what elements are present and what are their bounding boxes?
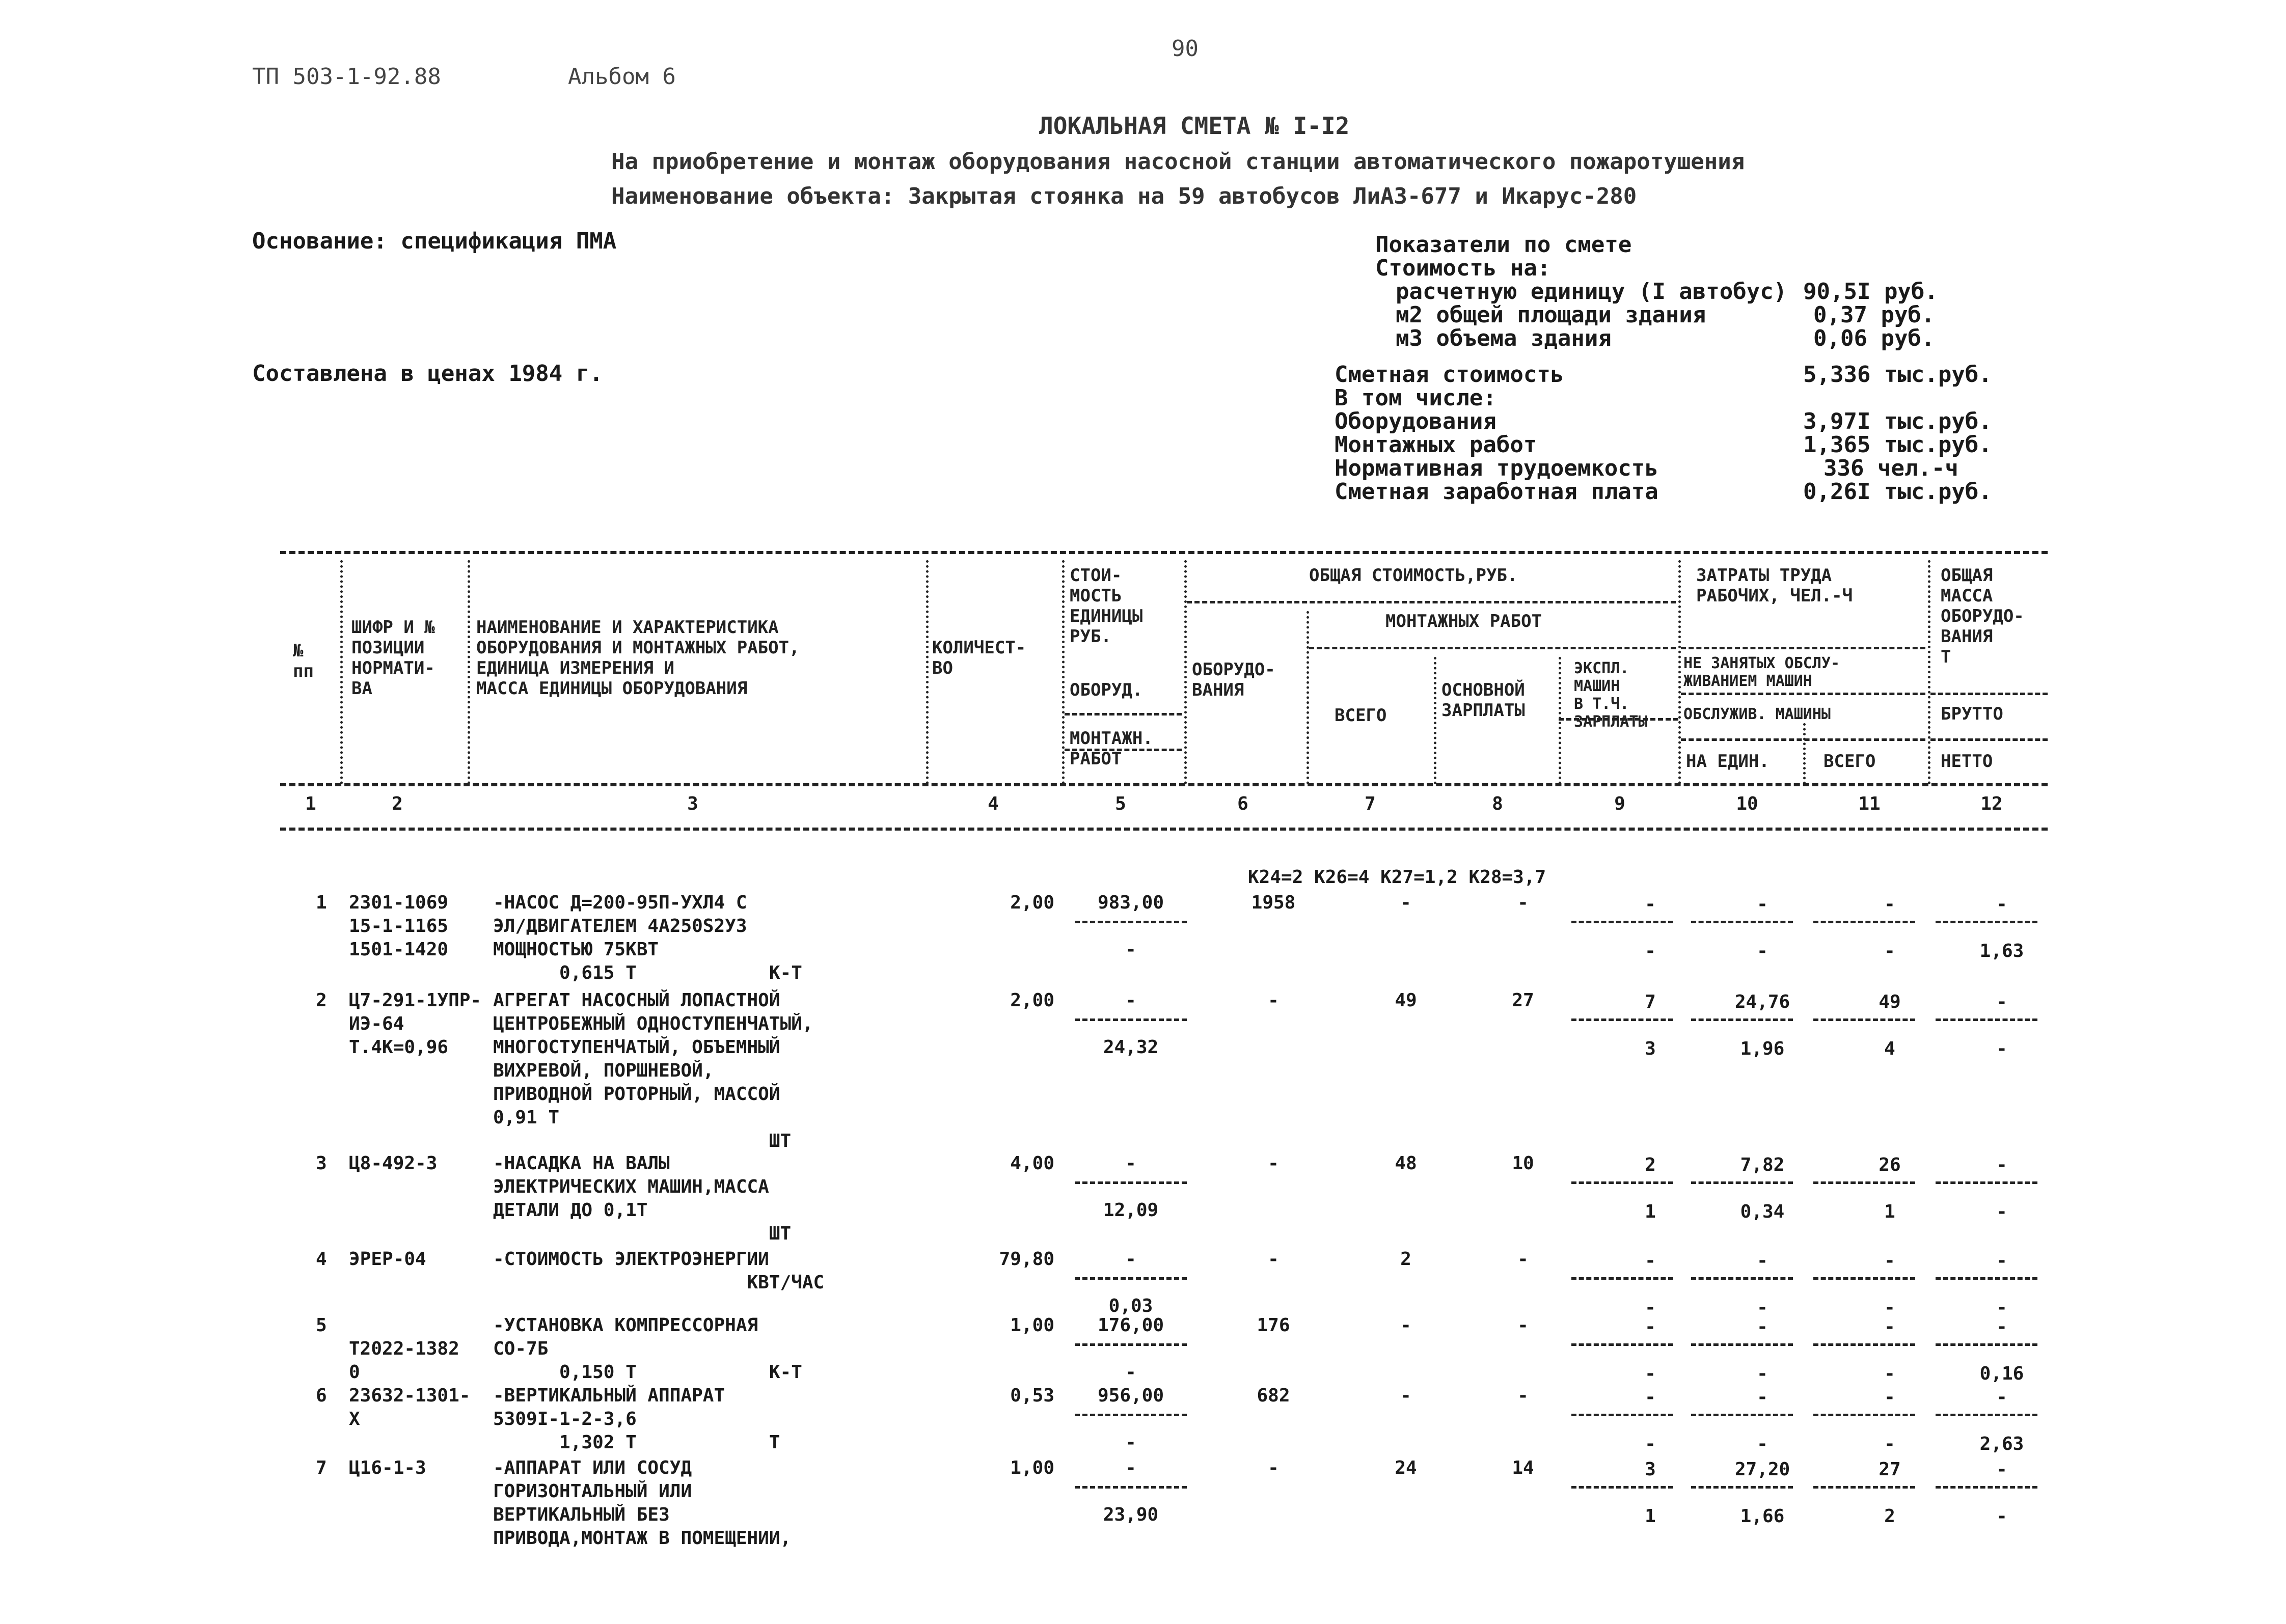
header-col-12c: НЕТТО: [1941, 751, 1993, 772]
cell-separator: [1571, 1486, 1673, 1489]
cell-c8: -: [1517, 892, 1529, 913]
cell-c6: 682: [1257, 1385, 1290, 1406]
cell-c8: 14: [1512, 1457, 1534, 1478]
compiled-text: Составлена в ценах 1984 г.: [252, 361, 603, 387]
cell-separator: [1571, 1277, 1673, 1280]
cell-separator: [1075, 1343, 1187, 1346]
cell-c9: - -: [1645, 1316, 1656, 1384]
header-subline: [1187, 601, 1676, 603]
cell-c9: 2 1: [1645, 1154, 1656, 1222]
cell-separator: [1075, 1019, 1187, 1021]
cell-code: Ц8-492-3: [349, 1153, 438, 1174]
cell-name: -АППАРАТ ИЛИ СОСУД ГОРИЗОНТАЛЬНЫЙ ИЛИ ВЕРТИКАЛЬНЫЙ БЕЗ ПРИВОДА,МОНТАЖ В ПОМЕЩЕНИИ,: [493, 1457, 792, 1549]
cell-name: -СТОИМОСТЬ ЭЛЕКТРОЭНЕРГИИ КВТ/ЧАС: [493, 1249, 825, 1293]
cell-c10: 24,76 1,96: [1734, 992, 1790, 1059]
header-col-5a: СТОИ- МОСТЬ ЕДИНИЦЫ РУБ.: [1070, 565, 1143, 647]
cell-separator: [1813, 1277, 1915, 1280]
page-number: 90: [1172, 36, 1199, 62]
cell-n: 2: [316, 990, 327, 1011]
column-number: 12: [1980, 793, 2003, 814]
header-col-5b: ОБОРУД.: [1070, 680, 1143, 700]
cell-code: 2301-1069 15-1-1165 1501-1420: [349, 892, 449, 960]
cell-c10: 27,20 1,66: [1734, 1459, 1790, 1527]
header-col-4: КОЛИЧЕСТ- ВО: [932, 638, 1026, 678]
cell-unit: - 23,90: [1103, 1457, 1159, 1525]
cell-separator: [1813, 921, 1915, 923]
indicator-value: 3,97I тыс.руб.: [1803, 408, 1992, 434]
cell-c6: -: [1268, 1457, 1279, 1478]
header-col-11: ВСЕГО: [1824, 751, 1876, 772]
cell-separator: [1075, 1277, 1187, 1280]
cell-c6: -: [1268, 1249, 1279, 1270]
cell-c7: -: [1400, 1315, 1411, 1336]
indicator-label: расчетную единицу (I автобус): [1396, 279, 1787, 305]
cell-c6: 1958: [1251, 892, 1296, 913]
cell-code: ЭРЕР-04: [349, 1249, 426, 1270]
indicator-label: Нормативная трудоемкость: [1335, 455, 1658, 481]
cell-c12: - -: [1996, 1154, 2007, 1222]
coefficients-line: К24=2 К26=4 К27=1,2 К28=3,7: [1248, 867, 1546, 888]
cell-separator: [1571, 921, 1673, 923]
cell-separator: [1936, 1343, 2037, 1346]
cell-c10: - -: [1757, 1387, 1768, 1454]
indicators-block: [1335, 232, 2027, 517]
cell-n: 3: [316, 1153, 327, 1174]
cell-separator: [1936, 1414, 2037, 1416]
cell-name: -НАСОС Д=200-95П-УХЛ4 С ЭЛ/ДВИГАТЕЛЕМ 4А250S2У3 МОЩНОСТЬЮ 75КВТ 0,615 Т К-Т: [493, 892, 802, 983]
cell-c10: - -: [1757, 1316, 1768, 1384]
column-divider: [1559, 657, 1561, 784]
estimate-title: ЛОКАЛЬНАЯ СМЕТА № I-I2: [1039, 112, 1350, 140]
header-subline: [1930, 693, 2048, 695]
column-number: 9: [1614, 793, 1625, 814]
cell-separator: [1075, 1181, 1187, 1184]
cell-unit: 983,00 -: [1097, 892, 1164, 960]
cell-c6: -: [1268, 990, 1279, 1011]
cell-n: 5: [316, 1315, 327, 1336]
column-number: 6: [1237, 793, 1248, 814]
header-subline: [1681, 693, 1925, 695]
cell-code: Т2022-1382 0: [349, 1338, 459, 1383]
cell-c8: 27: [1512, 990, 1534, 1011]
cell-qty: 1,00: [1010, 1457, 1054, 1478]
cell-c7: 2: [1400, 1249, 1411, 1270]
cell-n: 1: [316, 892, 327, 913]
cell-qty: 1,00: [1010, 1315, 1054, 1336]
cell-c8: -: [1517, 1249, 1529, 1270]
cell-separator: [1691, 1181, 1793, 1184]
header-labor-sub: НЕ ЗАНЯТЫХ ОБСЛУ- ЖИВАНИЕМ МАШИН: [1683, 654, 1840, 690]
column-number: 3: [687, 793, 698, 814]
cell-c6: 176: [1257, 1315, 1290, 1336]
indicator-value: 0,26I тыс.руб.: [1803, 479, 1992, 505]
cell-c8: -: [1517, 1385, 1529, 1406]
header-group-labor: ЗАТРАТЫ ТРУДА РАБОЧИХ, ЧЕЛ.-Ч: [1696, 565, 1853, 606]
cell-name: АГРЕГАТ НАСОСНЫЙ ЛОПАСТНОЙ ЦЕНТРОБЕЖНЫЙ ОДНОСТУПЕНЧАТЫЙ, МНОГОСТУПЕНЧАТЫЙ, ОБЪЕМНЫЙ ВИХРЕВОЙ, ПОРШНЕВОЙ, ПРИВОДНОЙ РОТОРНЫЙ, МАССОЙ 0,91 Т ШТ: [493, 990, 813, 1151]
cell-code: Ц16-1-3: [349, 1457, 426, 1478]
basis-text: Основание: спецификация ПМА: [252, 228, 617, 254]
header-col-10: НА ЕДИН.: [1686, 751, 1770, 772]
cell-name: -УСТАНОВКА КОМПРЕССОРНАЯ СО-7Б 0,150 Т К-Т: [493, 1315, 802, 1383]
cell-n: 7: [316, 1457, 327, 1478]
column-number: 10: [1736, 793, 1758, 814]
column-divider: [340, 560, 343, 784]
cell-separator: [1691, 1414, 1793, 1416]
indicator-label: Сметная заработная плата: [1335, 479, 1658, 505]
cell-separator: [1571, 1019, 1673, 1021]
cell-separator: [1813, 1486, 1915, 1489]
cell-c11: - -: [1884, 1387, 1895, 1454]
cell-separator: [1571, 1343, 1673, 1346]
cell-separator: [1813, 1019, 1915, 1021]
cell-qty: 2,00: [1010, 892, 1054, 913]
cell-c9: 3 1: [1645, 1459, 1656, 1527]
cell-code: Ц7-291-1УПР- ИЭ-64 Т.4К=0,96: [349, 990, 482, 1058]
cell-c11: 49 4: [1879, 992, 1901, 1059]
cell-qty: 2,00: [1010, 990, 1054, 1011]
cell-qty: 79,80: [999, 1249, 1054, 1270]
indicator-label: Сметная стоимость: [1335, 362, 1564, 388]
column-divider: [1803, 723, 1806, 784]
document-code: ТП 503-1-92.88: [252, 64, 441, 90]
indicator-value: 0,06 руб.: [1813, 325, 1935, 351]
column-divider: [1928, 560, 1930, 784]
cell-separator: [1691, 1019, 1793, 1021]
cell-code: 23632-1301- Х: [349, 1385, 471, 1429]
table-top-border: [280, 551, 2048, 554]
header-subline: [1065, 713, 1182, 715]
cell-c10: - -: [1757, 1250, 1768, 1318]
cell-separator: [1936, 1277, 2037, 1280]
cell-n: 4: [316, 1249, 327, 1270]
cell-separator: [1571, 1181, 1673, 1184]
indicator-value: 336 чел.-ч: [1824, 455, 1958, 481]
cell-unit: - 0,03: [1108, 1249, 1153, 1316]
cell-separator: [1075, 1414, 1187, 1416]
column-divider: [1434, 657, 1436, 784]
cell-unit: 176,00 -: [1097, 1315, 1164, 1383]
header-col-8: ОСНОВНОЙ ЗАРПЛАТЫ: [1441, 680, 1525, 721]
cell-c9: 7 3: [1645, 992, 1656, 1059]
cell-qty: 4,00: [1010, 1153, 1054, 1174]
header-col-12b: БРУТТО: [1941, 704, 2003, 724]
column-number: 2: [392, 793, 403, 814]
header-col-5c: МОНТАЖН. РАБОТ: [1070, 728, 1153, 769]
cell-unit: - 12,09: [1103, 1153, 1159, 1221]
column-divider: [1307, 611, 1309, 784]
column-number: 11: [1858, 793, 1881, 814]
table-header-border: [280, 783, 2048, 786]
cell-c7: -: [1400, 1385, 1411, 1406]
object-name: Наименование объекта: Закрытая стоянка на 59 автобусов ЛиАЗ-677 и Икарус-280: [611, 183, 1637, 209]
cell-c7: -: [1400, 892, 1411, 913]
cell-separator: [1075, 921, 1187, 923]
cell-c7: 49: [1395, 990, 1417, 1011]
cell-separator: [1813, 1414, 1915, 1416]
cell-n: 6: [316, 1385, 327, 1406]
cell-c9: - -: [1645, 1387, 1656, 1454]
cell-unit: 956,00 -: [1097, 1385, 1164, 1453]
cell-separator: [1691, 1277, 1793, 1280]
indicator-value: 1,365 тыс.руб.: [1803, 432, 1992, 458]
cell-separator: [1691, 1486, 1793, 1489]
indicator-label: м2 общей площади здания: [1396, 302, 1706, 328]
indicator-label: Показатели по смете: [1375, 232, 1632, 258]
cell-c11: 26 1: [1879, 1154, 1901, 1222]
cell-c12: - 1,63: [1979, 894, 2024, 961]
indicator-value: 5,336 тыс.руб.: [1803, 362, 1992, 388]
indicator-label: Монтажных работ: [1335, 432, 1537, 458]
header-group-mont: МОНТАЖНЫХ РАБОТ: [1385, 611, 1542, 631]
cell-c12: - 2,63: [1979, 1387, 2024, 1454]
cell-c10: - -: [1757, 894, 1768, 961]
cell-c12: - 0,16: [1979, 1316, 2024, 1384]
column-number: 7: [1365, 793, 1376, 814]
cell-c10: 7,82 0,34: [1740, 1154, 1785, 1222]
column-divider: [926, 560, 929, 784]
cell-c8: -: [1517, 1315, 1529, 1336]
cell-c11: - -: [1884, 1316, 1895, 1384]
cell-separator: [1936, 1181, 2037, 1184]
cell-c12: - -: [1996, 992, 2007, 1059]
indicator-label: Оборудования: [1335, 408, 1496, 434]
cell-c7: 24: [1395, 1457, 1417, 1478]
column-number: 5: [1115, 793, 1126, 814]
header-subline: [1930, 738, 2048, 741]
cell-c7: 48: [1395, 1153, 1417, 1174]
table-numbers-border: [280, 828, 2048, 831]
cell-name: -ВЕРТИКАЛЬНЫЙ АППАРАТ 5309I-1-2-3,6 1,302 Т Т: [493, 1385, 780, 1453]
header-col-2: ШИФР И № ПОЗИЦИИ НОРМАТИ- ВА: [351, 617, 435, 699]
cell-name: -НАСАДКА НА ВАЛЫ ЭЛЕКТРИЧЕСКИХ МАШИН,МАССА ДЕТАЛИ ДО 0,1Т ШТ: [493, 1153, 792, 1244]
album-label: Альбом 6: [568, 64, 676, 90]
column-divider: [1678, 560, 1681, 784]
cell-separator: [1075, 1486, 1187, 1489]
header-col-9: ЭКСПЛ. МАШИН В Т.Ч. ЗАРПЛАТЫ: [1574, 659, 1648, 731]
indicator-label: Стоимость на:: [1375, 255, 1551, 281]
header-labor-sub2: ОБСЛУЖИВ. МАШИНЫ: [1683, 705, 1831, 723]
header-subline: [1681, 738, 1925, 741]
estimate-subtitle: На приобретение и монтаж оборудования насосной станции автоматического пожаротушения: [611, 149, 1745, 175]
column-divider: [1184, 560, 1187, 784]
cell-separator: [1936, 921, 2037, 923]
header-col-7: ВСЕГО: [1335, 705, 1387, 726]
header-col-3: НАИМЕНОВАНИЕ И ХАРАКТЕРИСТИКА ОБОРУДОВАНИЯ И МОНТАЖНЫХ РАБОТ, ЕДИНИЦА ИЗМЕРЕНИЯ И МАССА ЕДИНИЦЫ ОБОРУДОВАНИЯ: [476, 617, 800, 699]
cell-separator: [1813, 1181, 1915, 1184]
cell-qty: 0,53: [1010, 1385, 1054, 1406]
cell-c11: 27 2: [1879, 1459, 1901, 1527]
cell-c11: - -: [1884, 894, 1895, 961]
cell-unit: - 24,32: [1103, 990, 1159, 1058]
indicator-value: 0,37 руб.: [1813, 302, 1935, 328]
cell-separator: [1571, 1414, 1673, 1416]
cell-c9: - -: [1645, 894, 1656, 961]
cell-c12: - -: [1996, 1250, 2007, 1318]
cell-c6: -: [1268, 1153, 1279, 1174]
header-subline: [1309, 647, 1676, 649]
header-col-12a: ОБЩАЯ МАССА ОБОРУДО- ВАНИЯ Т: [1941, 565, 2024, 667]
indicator-label: м3 объема здания: [1396, 325, 1612, 351]
cell-separator: [1691, 921, 1793, 923]
cell-separator: [1813, 1343, 1915, 1346]
header-subline: [1681, 647, 1925, 649]
column-divider: [468, 560, 470, 784]
column-number: 4: [988, 793, 999, 814]
column-number: 8: [1492, 793, 1503, 814]
header-group-total: ОБЩАЯ СТОИМОСТЬ,РУБ.: [1309, 565, 1518, 586]
column-number: 1: [305, 793, 316, 814]
cell-c9: - -: [1645, 1250, 1656, 1318]
cell-separator: [1691, 1343, 1793, 1346]
header-col-1: № пп: [293, 641, 314, 681]
cell-c11: - -: [1884, 1250, 1895, 1318]
cell-separator: [1936, 1019, 2037, 1021]
cell-c8: 10: [1512, 1153, 1534, 1174]
header-col-6: ОБОРУДО- ВАНИЯ: [1192, 659, 1275, 700]
indicator-label: В том числе:: [1335, 385, 1496, 411]
cell-c12: - -: [1996, 1459, 2007, 1527]
cell-separator: [1936, 1486, 2037, 1489]
indicator-value: 90,5I руб.: [1803, 279, 1938, 305]
